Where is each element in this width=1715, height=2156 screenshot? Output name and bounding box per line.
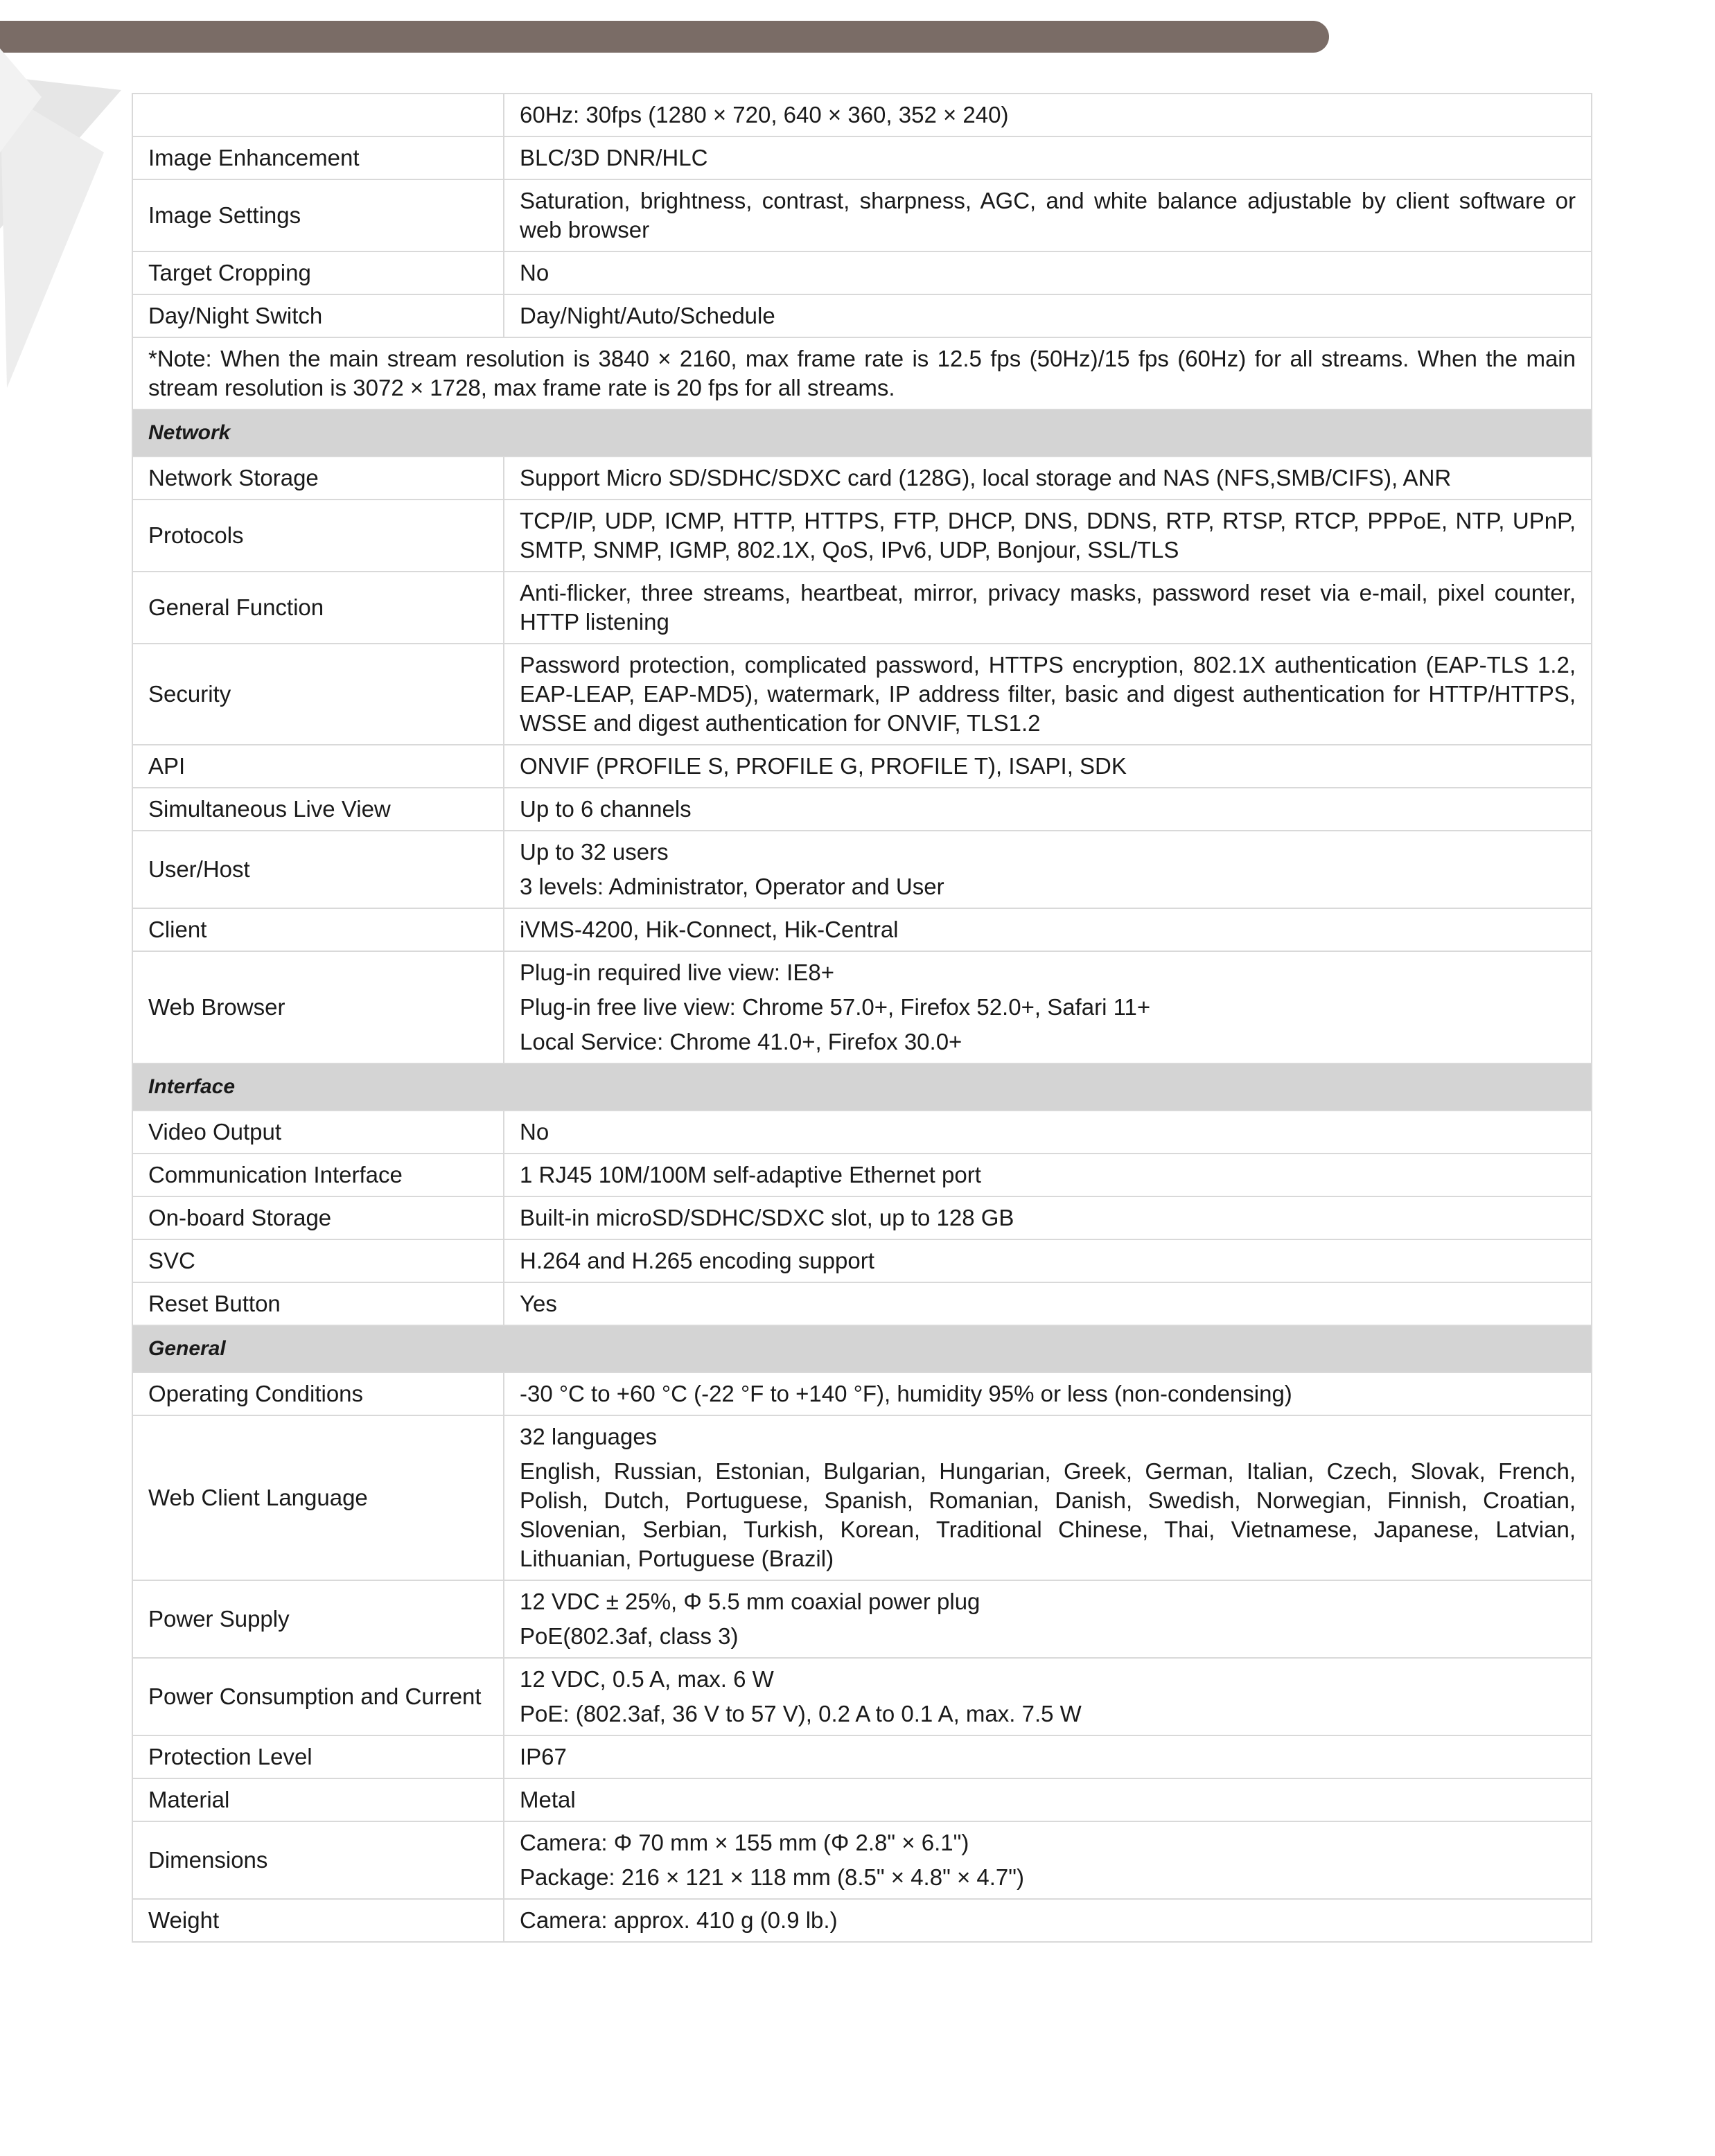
spec-row	[132, 1372, 1592, 1415]
spec-row	[132, 500, 1592, 572]
spec-label: Video Output	[132, 1111, 504, 1154]
spec-label: Client	[132, 908, 504, 951]
spec-label: Communication Interface	[132, 1154, 504, 1196]
spec-value	[504, 908, 1592, 951]
spec-label	[132, 94, 504, 136]
spec-value	[504, 251, 1592, 294]
spec-value-line: Metal	[520, 1787, 576, 1812]
spec-label: User/Host	[132, 831, 504, 908]
spec-row	[132, 251, 1592, 294]
spec-value-line: Built-in microSD/SDHC/SDXC slot, up to 128 GB	[520, 1205, 1014, 1230]
spec-row	[132, 179, 1592, 251]
spec-row	[132, 1899, 1592, 1942]
spec-value-line: 3 levels: Administrator, Operator and User	[520, 874, 944, 899]
spec-value-line: PoE: (802.3af, 36 V to 57 V), 0.2 A to 0.1 A, max. 7.5 W	[520, 1701, 1082, 1726]
spec-value	[504, 831, 1592, 908]
spec-row	[132, 457, 1592, 500]
spec-label: Weight	[132, 1899, 504, 1942]
spec-row	[132, 908, 1592, 951]
spec-label: SVC	[132, 1239, 504, 1282]
spec-label: Security	[132, 644, 504, 745]
spec-value-line: 12 VDC ± 25%, Φ 5.5 mm coaxial power plug	[520, 1589, 980, 1614]
spec-value	[504, 572, 1592, 644]
section-header	[132, 1325, 1592, 1372]
spec-label: API	[132, 745, 504, 788]
spec-value	[504, 457, 1592, 500]
spec-value-line: 1 RJ45 10M/100M self-adaptive Ethernet port	[520, 1162, 981, 1187]
spec-row	[132, 1821, 1592, 1899]
spec-label: Protection Level	[132, 1735, 504, 1778]
spec-value	[504, 788, 1592, 831]
spec-label: Power Supply	[132, 1580, 504, 1658]
spec-value	[504, 1415, 1592, 1580]
section-header	[132, 409, 1592, 457]
spec-value-line: No	[520, 260, 549, 285]
spec-value	[504, 294, 1592, 337]
spec-value-line: Anti-flicker, three streams, heartbeat, mirror, privacy masks, password reset via e-mail, pixel counter, HTTP listening	[520, 580, 1576, 635]
spec-value-line: iVMS-4200, Hik-Connect, Hik-Central	[520, 917, 899, 942]
section-header	[132, 1063, 1592, 1111]
spec-label: General Function	[132, 572, 504, 644]
spec-row	[132, 644, 1592, 745]
spec-label: Image Settings	[132, 179, 504, 251]
spec-value	[504, 1111, 1592, 1154]
spec-row	[132, 745, 1592, 788]
spec-value	[504, 1899, 1592, 1942]
spec-label: Simultaneous Live View	[132, 788, 504, 831]
spec-label: Operating Conditions	[132, 1372, 504, 1415]
spec-label: Network Storage	[132, 457, 504, 500]
spec-value	[504, 1372, 1592, 1415]
spec-value	[504, 1821, 1592, 1899]
spec-row	[132, 951, 1592, 1063]
spec-value-line: Saturation, brightness, contrast, sharpness, AGC, and white balance adjustable by client software or web browser	[520, 188, 1576, 242]
spec-label: On-board Storage	[132, 1196, 504, 1239]
spec-value-line: Day/Night/Auto/Schedule	[520, 303, 775, 328]
spec-value	[504, 1735, 1592, 1778]
spec-value	[504, 500, 1592, 572]
spec-table	[132, 93, 1592, 1943]
spec-row	[132, 1282, 1592, 1325]
spec-row	[132, 94, 1592, 136]
spec-row	[132, 1658, 1592, 1735]
spec-value-line: English, Russian, Estonian, Bulgarian, Hungarian, Greek, German, Italian, Czech, Slovak, French, Polish, Dutch, Portuguese, Spanish, Romanian, Danish, Swedish, Norwegian, Finnish, Croatian, Slovenian, Serbian, Turkish, Korean, Traditional Chinese, Thai, Vietnamese, Japanese, Latvian, Lithuanian, Portuguese (Brazil)	[520, 1458, 1576, 1571]
spec-value	[504, 94, 1592, 136]
section-title: General	[132, 1325, 1592, 1372]
spec-row	[132, 1154, 1592, 1196]
spec-row	[132, 294, 1592, 337]
spec-value-line: Up to 32 users	[520, 839, 669, 865]
spec-label: Day/Night Switch	[132, 294, 504, 337]
spec-row	[132, 572, 1592, 644]
note-row	[132, 337, 1592, 409]
spec-value	[504, 1239, 1592, 1282]
spec-value-line: Plug-in free live view: Chrome 57.0+, Firefox 52.0+, Safari 11+	[520, 994, 1151, 1020]
spec-value-line: Up to 6 channels	[520, 796, 692, 822]
spec-value-line: 60Hz: 30fps (1280 × 720, 640 × 360, 352 × 240)	[520, 102, 1009, 127]
spec-row	[132, 1415, 1592, 1580]
spec-value-line: Package: 216 × 121 × 118 mm (8.5" × 4.8" × 4.7")	[520, 1864, 1024, 1890]
spec-value	[504, 1282, 1592, 1325]
spec-value-line: Camera: Φ 70 mm × 155 mm (Φ 2.8" × 6.1")	[520, 1830, 969, 1855]
spec-row	[132, 136, 1592, 179]
header-bar	[0, 21, 1329, 53]
spec-value	[504, 644, 1592, 745]
spec-value-line: Password protection, complicated password, HTTPS encryption, 802.1X authentication (EAP-TLS 1.2, EAP-LEAP, EAP-MD5), watermark, IP address filter, basic and digest authentication for HTTP/HTTPS, WSSE and digest authentication for ONVIF, TLS1.2	[520, 652, 1576, 736]
spec-value	[504, 136, 1592, 179]
spec-row	[132, 1239, 1592, 1282]
spec-label: Reset Button	[132, 1282, 504, 1325]
spec-value-line: 32 languages	[520, 1424, 658, 1449]
spec-label: Power Consumption and Current	[132, 1658, 504, 1735]
spec-label: Dimensions	[132, 1821, 504, 1899]
spec-value-line: Support Micro SD/SDHC/SDXC card (128G), local storage and NAS (NFS,SMB/CIFS), ANR	[520, 465, 1452, 491]
spec-value	[504, 951, 1592, 1063]
spec-value-line: IP67	[520, 1744, 567, 1769]
spec-label: Web Browser	[132, 951, 504, 1063]
spec-value-line: -30 °C to +60 °C (-22 °F to +140 °F), humidity 95% or less (non-condensing)	[520, 1381, 1292, 1406]
note-text: *Note: When the main stream resolution is 3840 × 2160, max frame rate is 12.5 fps (50Hz)/15 fps (60Hz) for all streams. When the main stream resolution is 3072 × 1728, max frame rate is 20 fps for all streams.	[132, 337, 1592, 409]
spec-value	[504, 1658, 1592, 1735]
spec-value	[504, 1154, 1592, 1196]
spec-value	[504, 179, 1592, 251]
spec-value-line: Yes	[520, 1291, 557, 1316]
spec-value	[504, 1778, 1592, 1821]
spec-row	[132, 831, 1592, 908]
spec-value-line: ONVIF (PROFILE S, PROFILE G, PROFILE T), ISAPI, SDK	[520, 753, 1127, 779]
spec-row	[132, 788, 1592, 831]
spec-row	[132, 1735, 1592, 1778]
spec-row	[132, 1196, 1592, 1239]
decorative-triangles	[0, 48, 132, 395]
spec-label: Protocols	[132, 500, 504, 572]
spec-value-line: Plug-in required live view: IE8+	[520, 960, 834, 985]
spec-label: Web Client Language	[132, 1415, 504, 1580]
spec-value	[504, 745, 1592, 788]
spec-label: Image Enhancement	[132, 136, 504, 179]
spec-row	[132, 1580, 1592, 1658]
spec-value-line: PoE(802.3af, class 3)	[520, 1623, 739, 1649]
spec-value-line: H.264 and H.265 encoding support	[520, 1248, 874, 1273]
section-title: Network	[132, 409, 1592, 457]
spec-value-line: Local Service: Chrome 41.0+, Firefox 30.0+	[520, 1029, 962, 1054]
spec-value-line: No	[520, 1119, 549, 1145]
spec-row	[132, 1778, 1592, 1821]
spec-value	[504, 1580, 1592, 1658]
section-title: Interface	[132, 1063, 1592, 1111]
spec-value	[504, 1196, 1592, 1239]
spec-value-line: 12 VDC, 0.5 A, max. 6 W	[520, 1666, 774, 1692]
spec-value-line: TCP/IP, UDP, ICMP, HTTP, HTTPS, FTP, DHCP, DNS, DDNS, RTP, RTSP, RTCP, PPPoE, NTP, UPnP, SMTP, SNMP, IGMP, 802.1X, QoS, IPv6, UDP, Bonjour, SSL/TLS	[520, 508, 1576, 563]
spec-label: Material	[132, 1778, 504, 1821]
spec-table-body	[132, 94, 1592, 1942]
spec-value-line: BLC/3D DNR/HLC	[520, 145, 708, 170]
spec-row	[132, 1111, 1592, 1154]
spec-value-line: Camera: approx. 410 g (0.9 lb.)	[520, 1907, 838, 1933]
spec-label: Target Cropping	[132, 251, 504, 294]
